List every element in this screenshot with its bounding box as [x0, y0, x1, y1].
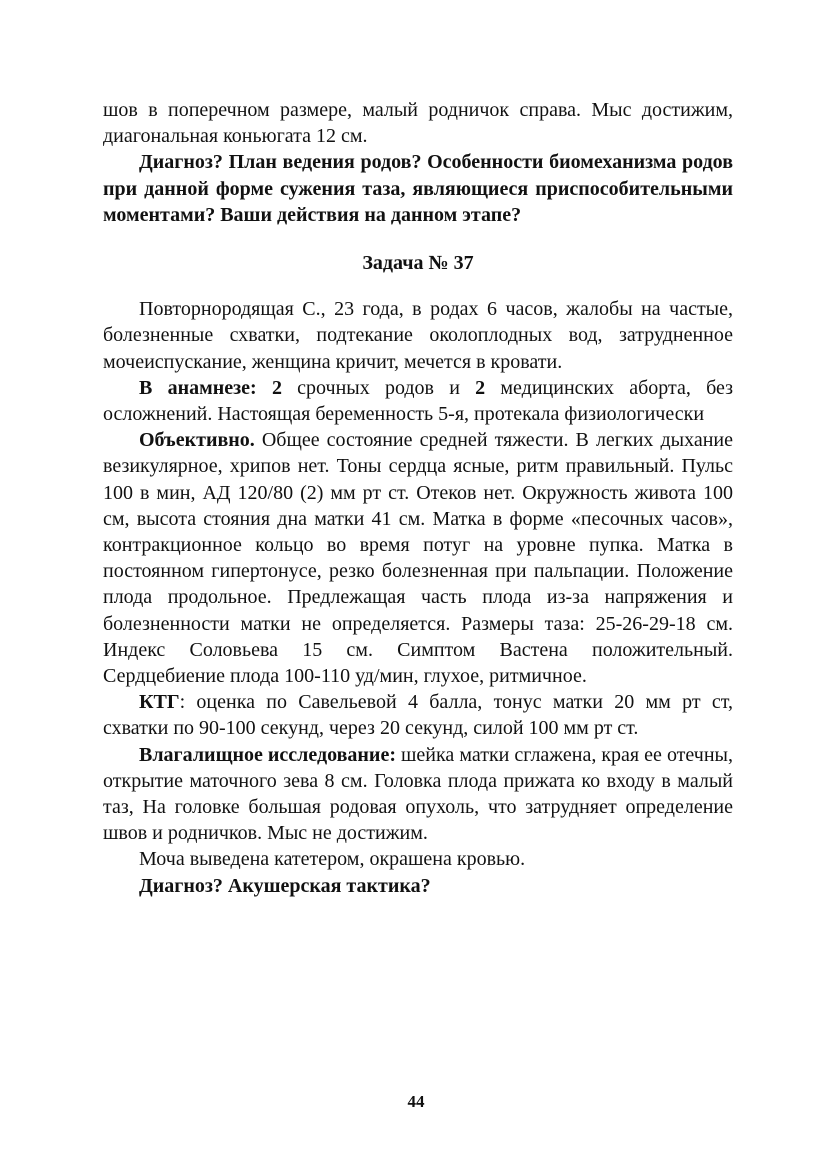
document-page	[103, 97, 733, 899]
ctg-text: : оценка по Савельевой 4 балла, тонус матки 20 мм рт ст, схватки по 90-100 секунд, через 20 секунд, силой 100 мм рт ст.	[103, 691, 733, 740]
anamnesis-births-count: 2	[271, 376, 282, 399]
continuation-paragraph: шов в поперечном размере, малый родничок справа. Мыс достижим, диагональная коньюгата 12 см.	[103, 99, 733, 148]
task-intro: Повторнородящая С., 23 года, в родах 6 часов, жалобы на частые, болезненные схватки, подтекание околоплодных вод, затрудненное мочеиспускание, женщина кричит, мечется в кровати.	[103, 298, 733, 373]
urine-paragraph: Моча выведена катетером, окрашена кровью.	[139, 848, 526, 871]
vaginal-exam-paragraph	[103, 742, 733, 847]
objective-text: Общее состояние средней тяжести. В легких дыхание везикулярное, хрипов нет. Тоны сердца ясные, ритм правильный. Пульс 100 в мин, АД 120/80 (2) мм рт ст. Отеков нет. Окружность живота 100 см, высота стояния дна матки 41 см. Матка в форме «песочных часов», контракционное кольцо во время потуг на уровне пупка. Матка в постоянном гипертонусе, резко болезненная при пальпации. Положение плода продольное. Предлежащая часть плода из-за напряжения и болезненности матки не определяется. Размеры таза: 25-26-29-18 см. Индекс Соловьева 15 см. Симптом Вастена положительный. Сердцебиение плода 100-110 уд/мин, глухое, ритмичное.	[103, 429, 733, 688]
anamnesis-text-2: медицинских аборта, без осложнений. Настоящая беременность 5-я, протекала физиологически	[103, 376, 734, 426]
vaginal-exam-label: Влагалищное исследование:	[139, 743, 396, 766]
task-question: Диагноз? Акушерская тактика?	[139, 874, 431, 897]
anamnesis-abortions-count: 2	[475, 376, 486, 399]
ctg-paragraph	[103, 689, 733, 741]
anamnesis-label: В анамнезе:	[139, 376, 257, 399]
ctg-label: КТГ	[139, 691, 180, 714]
page-number: 44	[407, 1092, 425, 1111]
objective-label: Объективно.	[139, 429, 255, 452]
anamnesis-paragraph	[103, 375, 733, 427]
task-title: Задача № 37	[362, 252, 474, 275]
previous-task-questions: Диагноз? План ведения родов? Особенности биомеханизма родов при данной форме сужения таза, являющиеся приспособительными моментами? Ваши действия на данном этапе?	[103, 151, 733, 226]
anamnesis-text-1: срочных родов и	[281, 376, 476, 399]
vaginal-exam-text: шейка матки сглажена, края ее отечны, открытие маточного зева 8 см. Головка плода прижата ко входу в малый таз, На головке большая родовая опухоль, что затрудняет определение швов и родничков. Мыс не достижим.	[103, 743, 733, 845]
objective-paragraph	[103, 427, 733, 689]
